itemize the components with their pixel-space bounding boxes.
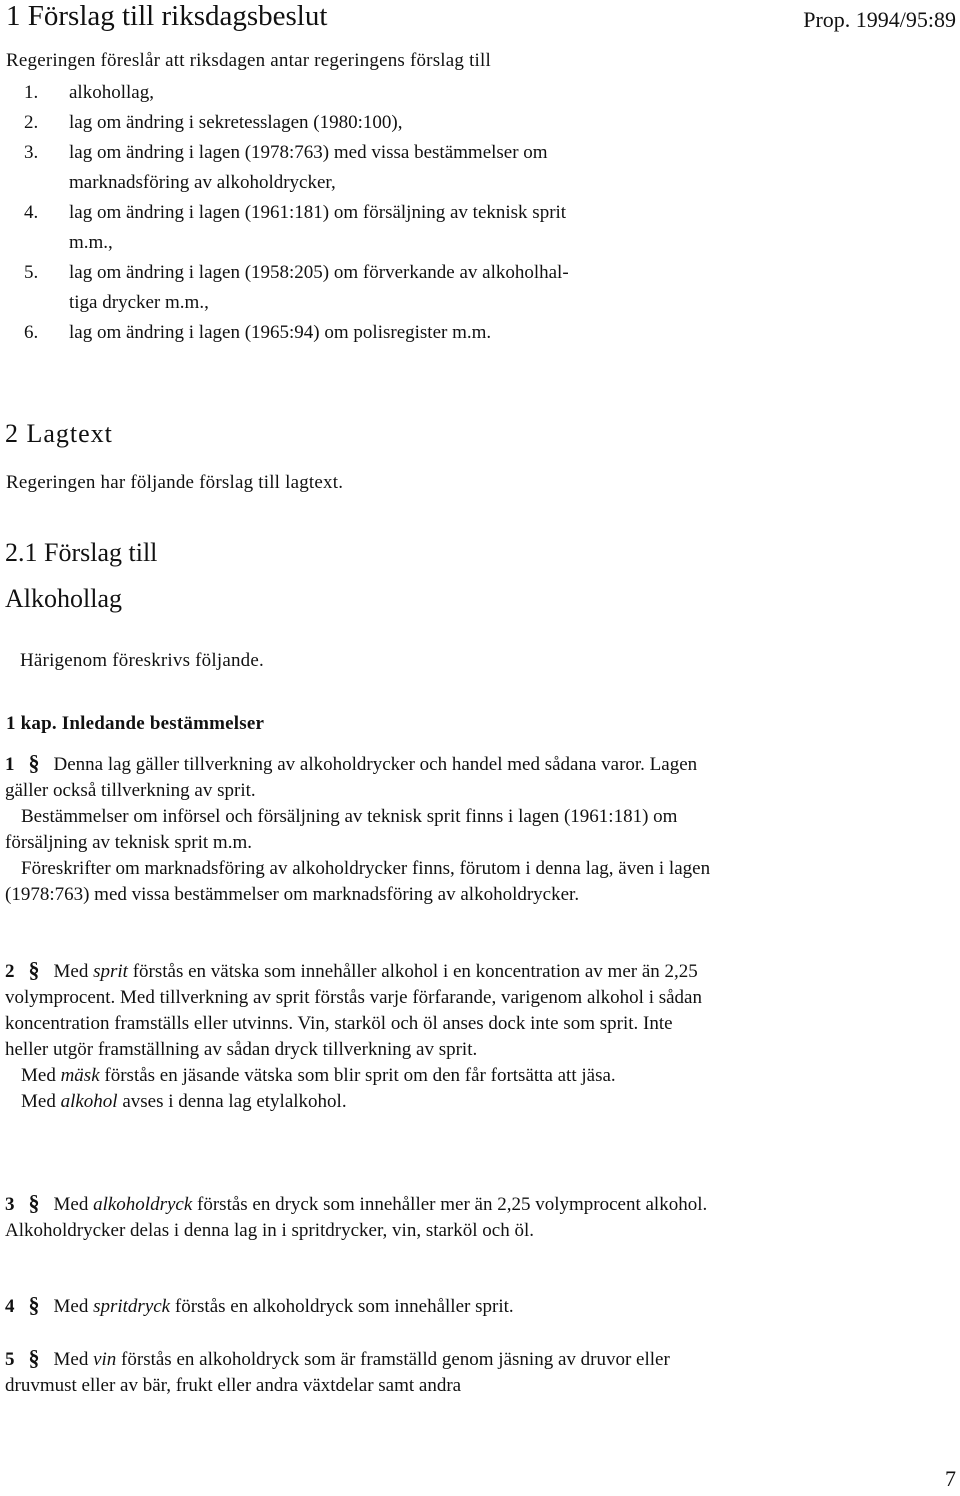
- defined-term: vin: [93, 1349, 117, 1370]
- paragraph-text: Denna lag gäller tillverkning av alkoholdrycker och handel med sådana varor. Lagen gäller också tillverkning av sprit.: [5, 754, 698, 801]
- section-sign: §: [28, 957, 40, 982]
- section-intro: Regeringen har följande förslag till lagtext.: [6, 472, 344, 493]
- intro-text: Regeringen föreslår att riksdagen antar regeringens förslag till: [6, 50, 491, 71]
- list-item-text: alkohollag,: [69, 82, 154, 103]
- list-item-text: tiga drycker m.m.,: [69, 292, 209, 313]
- paragraph-number: 2: [5, 961, 15, 982]
- defined-term: spritdryck: [93, 1296, 171, 1317]
- paragraph-number: 3: [5, 1194, 15, 1215]
- paragraph-3: [5, 1190, 720, 1244]
- list-item-text: m.m.,: [69, 232, 113, 253]
- paragraph-text: Med: [21, 1091, 56, 1112]
- list-item-number: 5.: [24, 262, 39, 283]
- section-sign: §: [28, 1292, 40, 1317]
- proposal-list: [6, 78, 726, 348]
- paragraph-text: förstås en dryck som innehåller mer än 2,25 volymprocent alkohol. Alkoholdrycker delas i denna lag in i spritdrycker, vin, starköl och öl.: [5, 1194, 708, 1241]
- chapter-number: 1 kap.: [6, 713, 57, 734]
- enactment-clause: Härigenom föreskrivs följande.: [20, 650, 264, 671]
- paragraph-text: förstås en jäsande vätska som blir sprit om den får fortsätta att jäsa.: [104, 1065, 616, 1086]
- paragraph-text: avses i denna lag etylalkohol.: [122, 1091, 347, 1112]
- defined-term: mäsk: [60, 1065, 100, 1086]
- paragraph-text: Föreskrifter om marknadsföring av alkoholdrycker finns, förutom i denna lag, även i lagen (1978:763) med vissa bestämmelser om marknadsföring av alkoholdrycker.: [5, 858, 711, 905]
- paragraph-text: Med: [53, 961, 89, 982]
- list-item-continuation: [6, 228, 726, 258]
- paragraph-text: Med: [53, 1296, 89, 1317]
- chapter-heading: [6, 711, 264, 737]
- list-item-number: 1.: [24, 82, 39, 103]
- list-item-number: 4.: [24, 202, 39, 223]
- paragraph-2: [5, 957, 720, 1115]
- list-item-number: 3.: [24, 142, 39, 163]
- paragraph-number: 5: [5, 1349, 15, 1370]
- paragraph-text: förstås en alkoholdryck som är framställd genom jäsning av druvor eller druvmust eller av bär, frukt eller andra växtdelar samt andra: [5, 1349, 670, 1396]
- list-item-number: 6.: [24, 322, 39, 343]
- section-sign: §: [28, 1190, 40, 1215]
- paragraph-4: [5, 1292, 720, 1320]
- page-title: 1 Förslag till riksdagsbeslut: [6, 0, 328, 32]
- paragraph-text: Med: [53, 1194, 89, 1215]
- list-item: [6, 108, 726, 138]
- paragraph-number: 1: [5, 754, 15, 775]
- list-item: [6, 258, 726, 288]
- list-item-text: lag om ändring i lagen (1965:94) om polisregister m.m.: [69, 322, 492, 343]
- list-item-text: lag om ändring i lagen (1978:763) med vissa bestämmelser om: [69, 142, 548, 163]
- list-item-text: marknadsföring av alkoholdrycker,: [69, 172, 336, 193]
- defined-term: sprit: [93, 961, 128, 982]
- section-heading-lagtext: 2 Lagtext: [5, 419, 113, 448]
- list-item: [6, 78, 726, 108]
- paragraph-5: [5, 1345, 720, 1399]
- page-number: 7: [945, 1466, 956, 1491]
- paragraph-1: [5, 750, 720, 908]
- list-item-continuation: [6, 168, 726, 198]
- subsection-heading: 2.1 Förslag till: [5, 538, 158, 567]
- paragraph-text: förstås en vätska som innehåller alkohol i en koncentration av mer än 2,25 volymprocent. Med tillverkning av sprit förstås varje förfarande, varigenom alkohol i sådan koncentration framställs eller utvinns. Vin, starköl och öl anses dock inte som sprit. Inte heller utgör framställning av sådan dryck tillverkning av sprit.: [5, 961, 702, 1060]
- document-reference: Prop. 1994/95:89: [803, 7, 956, 32]
- paragraph-text: förstås en alkoholdryck som innehåller sprit.: [174, 1296, 514, 1317]
- defined-term: alkoholdryck: [93, 1194, 193, 1215]
- section-sign: §: [28, 1345, 40, 1370]
- paragraph-text: Med: [53, 1349, 89, 1370]
- list-item-text: lag om ändring i sekretesslagen (1980:100),: [69, 112, 403, 133]
- section-sign: §: [28, 750, 40, 775]
- list-item: [6, 138, 726, 168]
- paragraph-number: 4: [5, 1296, 15, 1317]
- paragraph-text: Bestämmelser om införsel och försäljning av teknisk sprit finns i lagen (1961:181) om försäljning av teknisk sprit m.m.: [5, 806, 678, 853]
- paragraph-text: Med: [21, 1065, 56, 1086]
- list-item: [6, 318, 726, 348]
- list-item-text: lag om ändring i lagen (1961:181) om försäljning av teknisk sprit: [69, 202, 567, 223]
- defined-term: alkohol: [60, 1091, 118, 1112]
- list-item-continuation: [6, 288, 726, 318]
- chapter-title: Inledande bestämmelser: [61, 713, 265, 734]
- list-item-text: lag om ändring i lagen (1958:205) om förverkande av alkoholhal-: [69, 262, 569, 283]
- list-item-number: 2.: [24, 112, 39, 133]
- law-title: Alkohollag: [5, 584, 122, 613]
- list-item: [6, 198, 726, 228]
